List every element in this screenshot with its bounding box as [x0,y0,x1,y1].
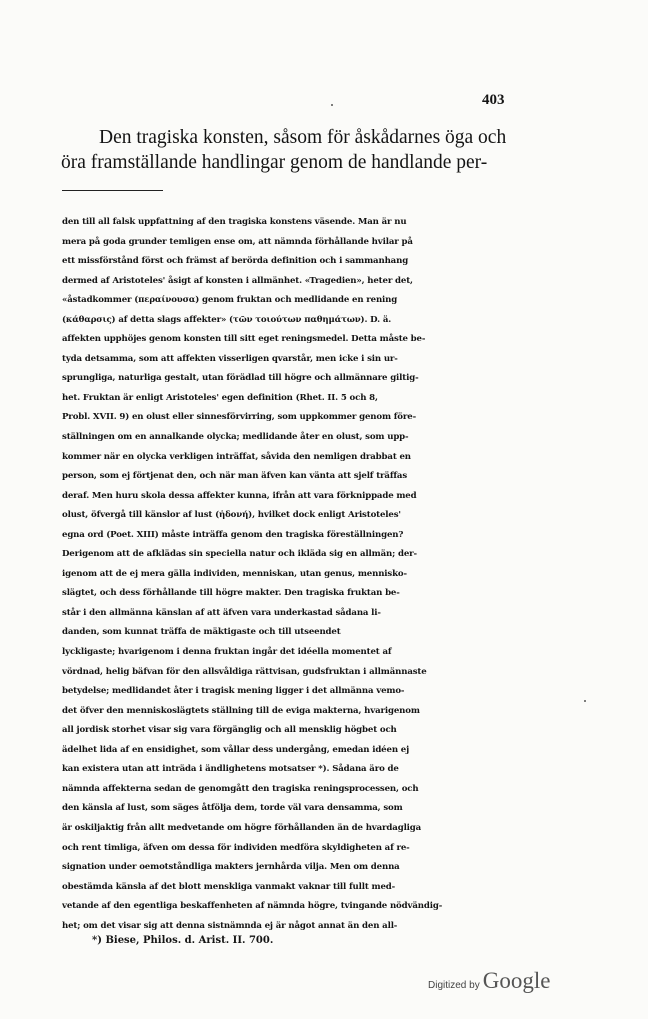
footnote-line: är oskiljaktig från allt medvetande om högre förhållanden än de hvardagliga [62,822,422,833]
footnote-line: lyckligaste; hvarigenom i denna fruktan ingår det idéella momentet af [62,647,392,658]
main-text [61,125,576,175]
footnote-line: kan existera utan att inträda i ändlighetens motsatser *). Sådana äro de [62,764,399,775]
footnote-line: det öfver den menniskoslägtets ställning till de eviga makterna, hvarigenom [62,705,420,716]
footnote-line: signation under oemotståndliga makters jernhårda vilja. Men om denna [62,862,400,873]
footnote-line: kommer när en olycka verkligen inträffat, såvida den nemligen drabbat en [62,451,411,462]
footnote-line: deraf. Men huru skola dessa affekter kunna, ifrån att vara förknippade med [62,490,417,501]
footnote-line: Probl. XVII. 9) en olust eller sinnesförvirring, som uppkommer genom före- [62,412,417,423]
scan-speck [331,104,333,106]
footnote-line: vördnad, helig bäfvan för den allsvåldiga rättvisan, gudsfruktan i allmännaste [62,666,427,677]
secondary-footnote: *) Biese, Philos. d. Arist. II. 700. [92,935,274,946]
footnote-line: den känsla af lust, som säges åtfölja dem, torde väl vara densamma, som [62,803,403,814]
footnote-line: egna ord (Poet. XIII) måste inträffa genom den tragiska föreställningen? [62,529,404,540]
footnote-line: betydelse; medlidandet åter i tragisk mening ligger i det allmänna vemo- [62,686,405,697]
footnote-line: affekten upphöjes genom konsten till sitt eget reningsmedel. Detta måste be- [62,334,426,345]
footnote-line: och rent timliga, äfven om dessa för individen medföra skyldigheten af re- [62,842,410,853]
page-number: 403 [482,92,505,108]
footnote-line: «åstadkommer (περαίνουσα) genom fruktan och medlidande en rening [62,295,398,306]
footnote-line: person, som ej förtjenat den, och när man äfven kan vänta att sjelf träffas [62,471,408,482]
footnote-divider [62,190,163,191]
google-logo-text: Google [482,968,551,993]
digitized-by-google-watermark [428,968,550,994]
footnote-line: den till all falsk uppfattning af den tragiska konstens väsende. Man är nu [62,217,407,227]
footnote-line: obestämda känsla af det blott menskliga vanmakt vaknar till fullt med- [62,881,396,892]
footnote-line: all jordisk storhet visar sig vara förgänglig och all mensklig högbet och [62,725,397,736]
footnote-line: sprungliga, naturliga gestalt, utan förädlad till högre och allmännare giltig- [62,373,419,384]
footnote-line: ställningen om en annalkande olycka; medlidande åter en olust, som upp- [62,432,409,443]
main-text-line: Den tragiska konsten, såsom för åskådarnes öga och [99,127,507,148]
footnote-line: ett missförstånd först och främst af berörda definition och i sammanhang [62,256,409,267]
footnote-line: står i den allmänna känslan af att äfven vara underkastad sådana li- [62,607,381,618]
footnote-line: vetande af den egentliga beskaffenheten af nämnda högre, tvingande nödvändig- [62,901,443,912]
watermark-prefix: Digitized by [428,980,480,991]
footnote-line: olust, öfvergå till känslor af lust (ἡδονή), hvilket dock enligt Aristoteles' [62,510,401,521]
footnote-line: igenom att de ej mera gälla individen, menniskan, utan genus, mennisko- [62,568,407,579]
footnote-line: slägtet, och dess förhållande till högre makter. Den tragiska fruktan be- [62,588,400,599]
footnote-line: tyda detsamma, som att affekten visserligen qvarstår, men icke i sin ur- [62,353,398,364]
footnote-line: het; om det visar sig att denna sistnämnda ej är något annat än den all- [62,920,398,931]
main-text-line: öra framställande handlingar genom de handlande per- [61,152,488,173]
footnote-line: dermed af Aristoteles' åsigt af konsten i allmänhet. «Tragedien», heter det, [62,275,413,286]
footnote-line: Derigenom att de afklädas sin speciella natur och ikläda sig en allmän; der- [62,549,417,560]
footnote-line: mera på goda grunder temligen ense om, att nämnda förhållande hvilar på [62,236,413,247]
footnote-line: danden, som kunnat träffa de mäktigaste och till utseendet [62,627,341,638]
footnote-line: het. Fruktan är enligt Aristoteles' egen definition (Rhet. II. 5 och 8, [62,392,378,403]
footnote-line: ädelhet lida af en ensidighet, som vållar dess undergång, emedan idéen ej [62,744,410,755]
scan-speck [584,700,586,702]
footnote-text [62,213,576,936]
footnote-line: nämnda affekterna sedan de genomgått den tragiska reningsprocessen, och [62,783,419,794]
footnote-line: (κάθαρσις) af detta slags affekter» (τῶν τοιούτων παθημάτων). D. ä. [62,314,392,325]
